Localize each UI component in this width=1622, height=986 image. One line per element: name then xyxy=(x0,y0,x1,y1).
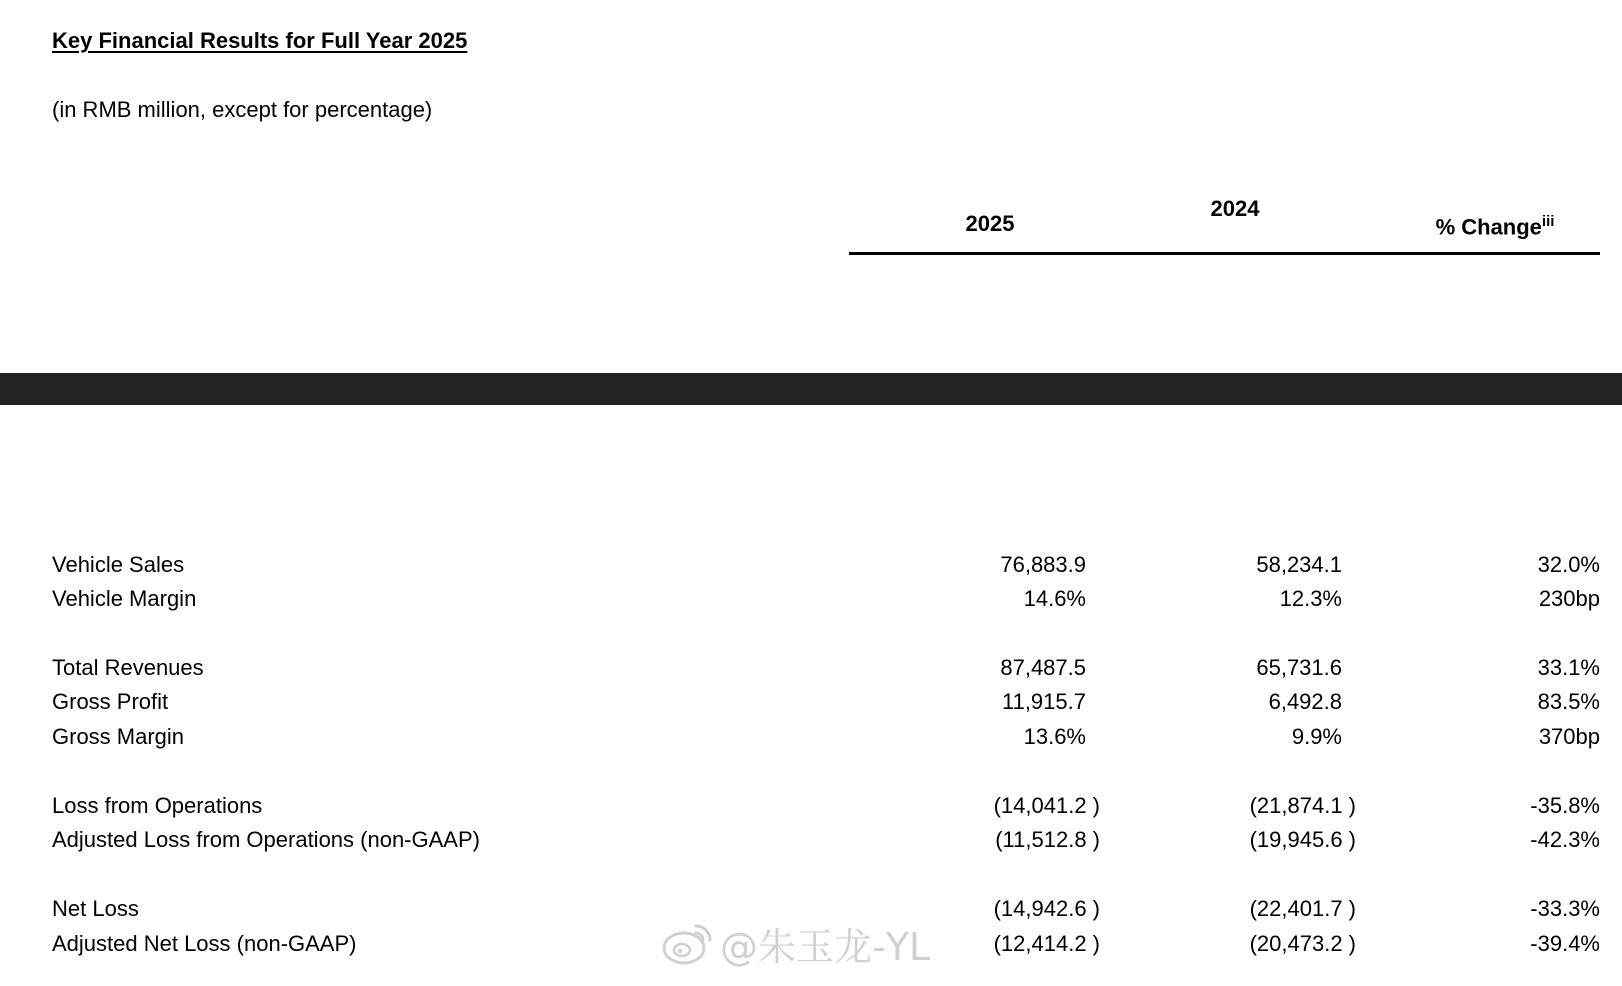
table-row xyxy=(0,586,1622,620)
value-change: -42.3% xyxy=(1530,827,1600,852)
value-change: -33.3% xyxy=(1530,896,1600,921)
row-label: Adjusted Net Loss (non-GAAP) xyxy=(52,931,357,956)
column-header-change xyxy=(1395,213,1595,240)
row-label: Vehicle Sales xyxy=(52,552,185,577)
table-row xyxy=(0,827,1622,861)
watermark xyxy=(660,918,930,968)
footnote-marker: iii xyxy=(1541,213,1555,230)
value-2025: 11,915.7 xyxy=(1001,689,1086,714)
value-2025: (14,942.6 ) xyxy=(993,896,1100,921)
value-2025: 87,487.5 xyxy=(1000,655,1086,680)
column-header-2025: 2025 xyxy=(965,211,1015,236)
watermark-text: @朱玉龙-YL xyxy=(720,924,931,969)
column-header-2024: 2024 xyxy=(1210,196,1260,221)
value-2024: 9.9% xyxy=(1291,724,1342,749)
value-change: 32.0% xyxy=(1537,552,1600,577)
row-label: Gross Margin xyxy=(52,724,185,749)
page-title: Key Financial Results for Full Year 2025 xyxy=(52,28,468,53)
value-2025: (12,414.2 ) xyxy=(993,931,1100,956)
value-change: 370bp xyxy=(1538,724,1600,749)
change-label: % Change xyxy=(1435,214,1542,240)
row-label: Adjusted Loss from Operations (non-GAAP) xyxy=(52,827,480,852)
value-2025: 13.6% xyxy=(1023,724,1086,749)
row-label: Vehicle Margin xyxy=(52,586,197,611)
dark-band xyxy=(0,373,1622,405)
value-2024: (21,874.1 ) xyxy=(1249,793,1356,818)
table-row xyxy=(0,552,1622,586)
value-2025: (14,041.2 ) xyxy=(993,793,1100,818)
row-label: Gross Profit xyxy=(52,689,169,714)
units-note: (in RMB million, except for percentage) xyxy=(52,97,433,122)
value-2025: (11,512.8 ) xyxy=(995,827,1100,852)
value-2024: 6,492.8 xyxy=(1268,689,1342,714)
value-change: -35.8% xyxy=(1530,793,1600,818)
value-2025: 76,883.9 xyxy=(1000,552,1086,577)
table-row xyxy=(0,793,1622,827)
value-2024: 65,731.6 xyxy=(1256,655,1342,680)
value-2024: (22,401.7 ) xyxy=(1249,896,1356,921)
value-change: 33.1% xyxy=(1537,655,1600,680)
value-change: 83.5% xyxy=(1537,689,1600,714)
value-2025: 14.6% xyxy=(1023,586,1086,611)
value-2024: (20,473.2 ) xyxy=(1249,931,1356,956)
value-2024: 58,234.1 xyxy=(1256,552,1342,577)
value-change: 230bp xyxy=(1538,586,1600,611)
table-row xyxy=(0,689,1622,723)
row-label: Total Revenues xyxy=(52,655,204,680)
value-change: -39.4% xyxy=(1530,931,1600,956)
table-row xyxy=(0,724,1622,758)
value-2024: 12.3% xyxy=(1279,586,1342,611)
header-rule xyxy=(849,252,1600,255)
weibo-icon xyxy=(660,920,714,966)
row-label: Loss from Operations xyxy=(52,793,263,818)
table-row xyxy=(0,655,1622,689)
row-label: Net Loss xyxy=(52,896,139,921)
value-2024: (19,945.6 ) xyxy=(1249,827,1356,852)
